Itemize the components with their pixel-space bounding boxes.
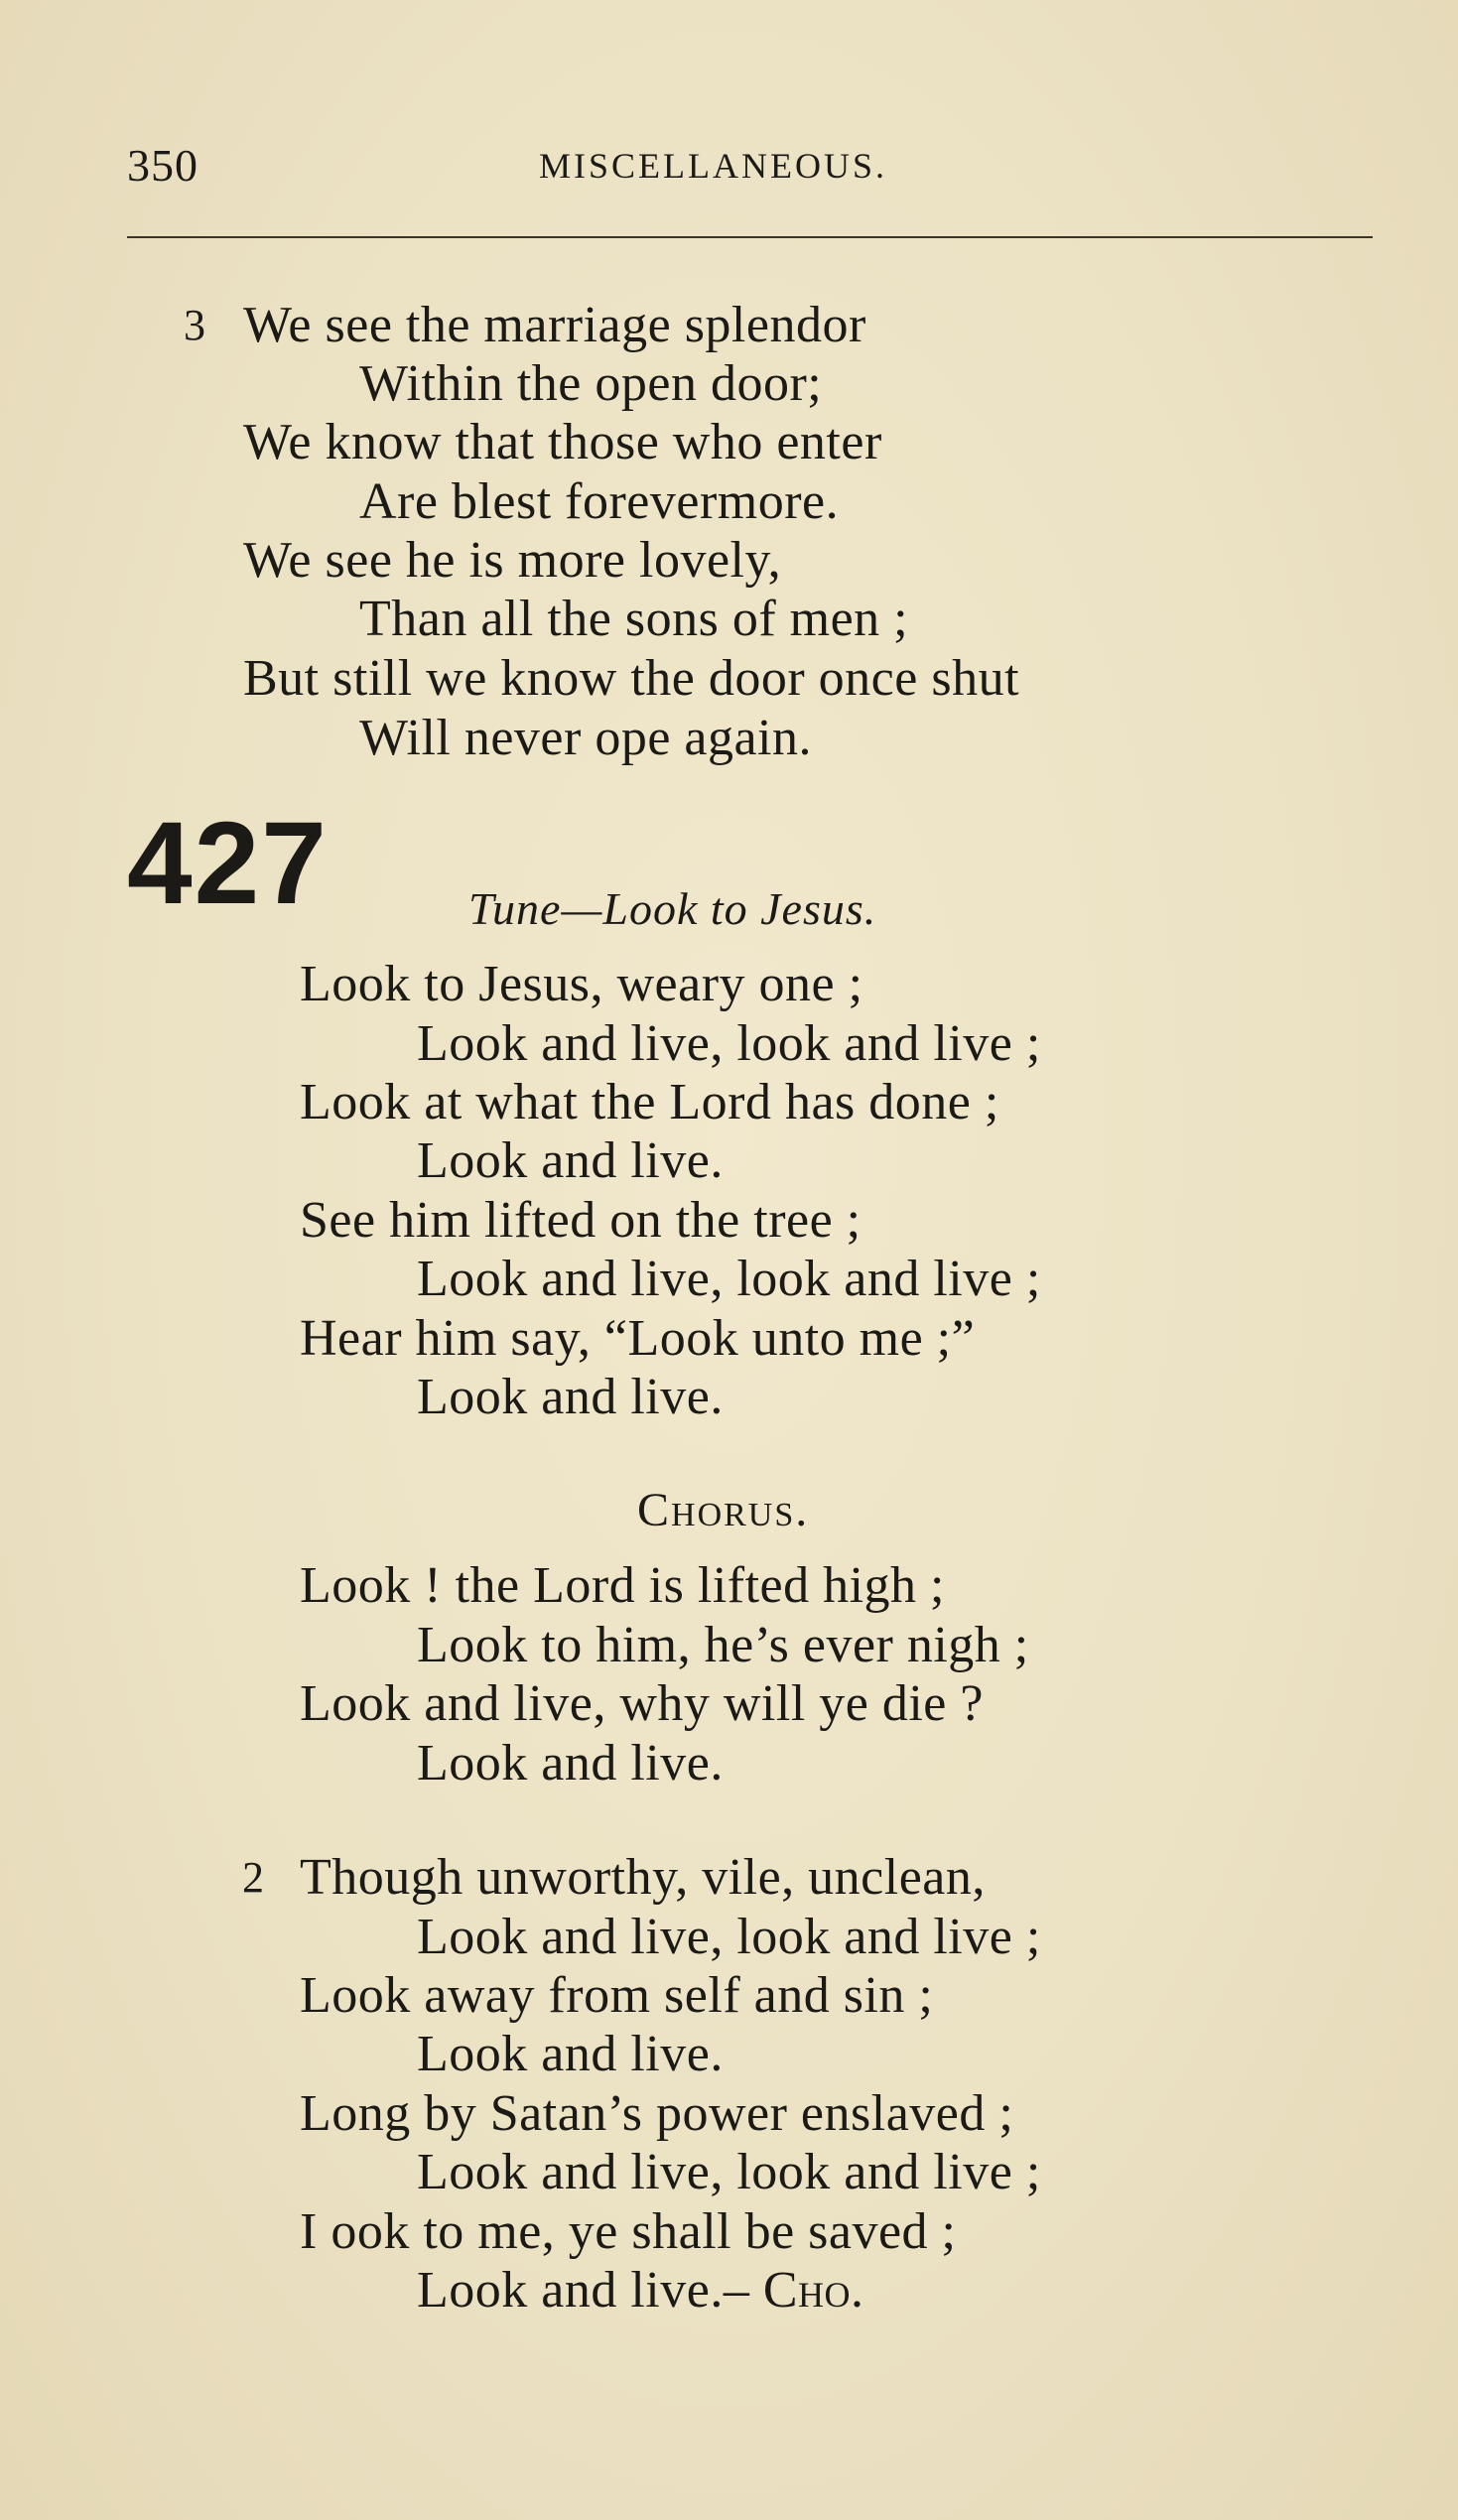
chorus-reference: Cho. — [762, 2262, 864, 2319]
header-rule — [127, 236, 1373, 238]
verse-line: Will never ope again. — [359, 710, 813, 766]
page-number: 350 — [127, 140, 199, 191]
chorus-line: Look ! the Lord is lifted high ; — [300, 1557, 946, 1614]
chorus-line: Look and live, why will ye die ? — [300, 1675, 984, 1732]
verse-line: Look and live, look and live ; — [417, 2144, 1041, 2200]
verse-line: Than all the sons of men ; — [359, 591, 909, 647]
verse-line: Are blest forevermore. — [359, 473, 840, 530]
chorus-line: Look to him, he’s ever nigh ; — [417, 1617, 1029, 1673]
verse-line: I ook to me, ye shall be saved ; — [300, 2203, 957, 2260]
verse-line: We know that those who enter — [243, 414, 882, 470]
verse-line: Long by Satan’s power enslaved ; — [300, 2085, 1014, 2142]
verse-line: We see he is more lovely, — [243, 532, 782, 589]
verse-line-text: Look and live.– — [417, 2262, 750, 2319]
tune-name: Tune—Look to Jesus. — [468, 883, 877, 934]
verse-line: Look and live, look and live ; — [417, 1909, 1041, 1965]
stanza-number: 2 — [242, 1853, 264, 1902]
verse-line: Look to Jesus, weary one ; — [300, 956, 863, 1012]
page-header — [127, 139, 1373, 199]
verse-line: Look and live. — [417, 1369, 724, 1425]
verse-line: Look and live. — [417, 1132, 724, 1189]
chorus-line: Look and live. — [417, 1735, 724, 1791]
hymn-number: 427 — [127, 798, 329, 929]
verse-line: But still we know the door once shut — [243, 650, 1020, 707]
stanza-number: 3 — [184, 301, 205, 349]
verse-line: Though unworthy, vile, unclean, — [300, 1849, 986, 1906]
verse-line: Look and live, look and live ; — [417, 1251, 1041, 1307]
verse-line: See him lifted on the tree ; — [300, 1192, 862, 1249]
verse-line: Look away from self and sin ; — [300, 1967, 934, 2024]
verse-line: Look and live. — [417, 2026, 724, 2082]
running-title: MISCELLANEOUS. — [539, 146, 888, 186]
verse-line: Look at what the Lord has done ; — [300, 1074, 999, 1130]
verse-line — [417, 2261, 864, 2321]
verse-line: Look and live, look and live ; — [417, 1015, 1041, 1072]
chorus-heading: Chorus. — [637, 1484, 810, 1536]
verse-line: We see the marriage splendor — [243, 297, 866, 353]
verse-line: Within the open door; — [359, 355, 823, 412]
verse-line: Hear him say, “Look unto me ;” — [300, 1310, 976, 1367]
